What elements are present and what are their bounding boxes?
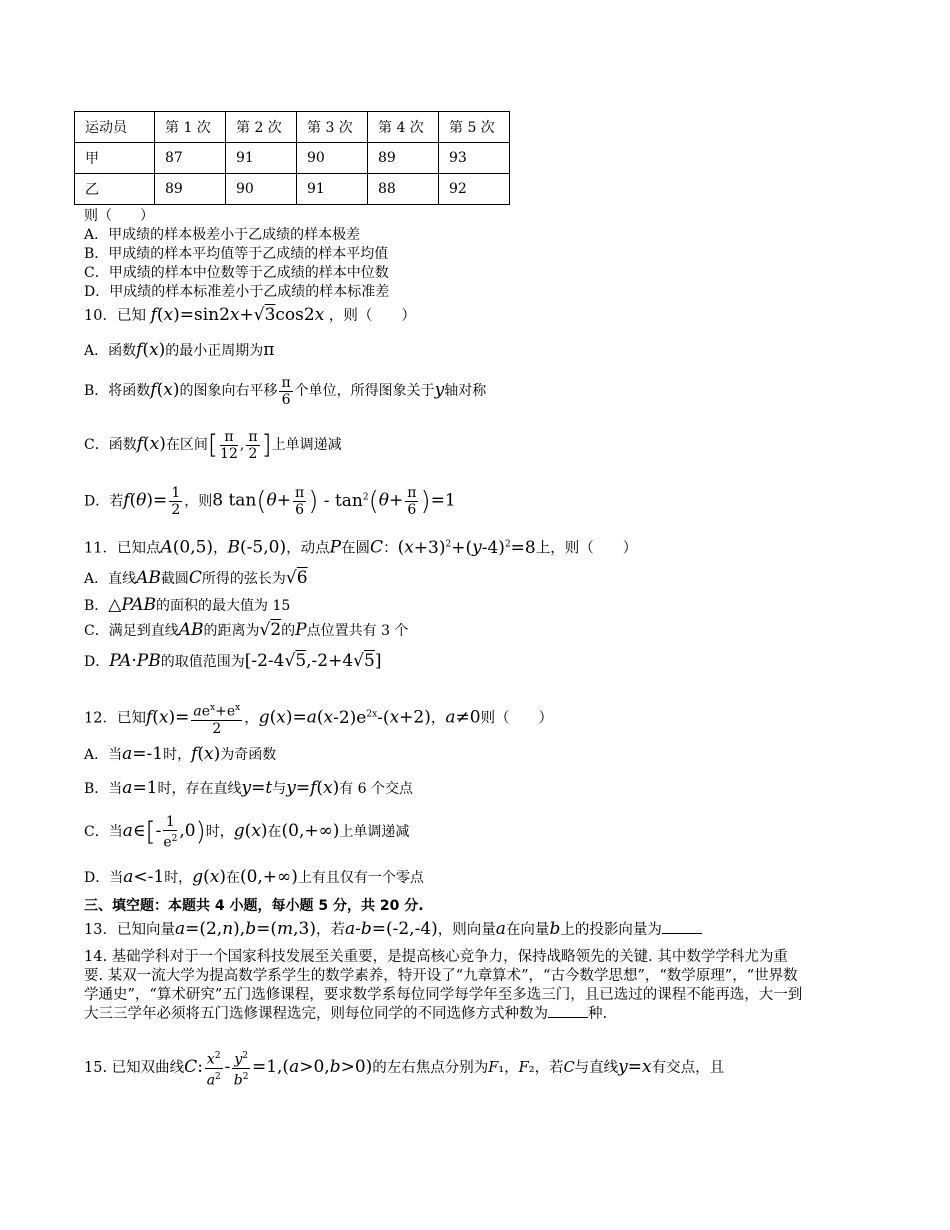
label: 在圆 [341,540,371,557]
q9-option-a: A．甲成绩的样本极差小于乙成绩的样本极差 [84,227,361,243]
label: ，则向量 [437,922,496,938]
label: C．函数 [84,437,137,453]
label: 与直线 [574,1060,619,1076]
q13-stem: 13．已知向量a=(2,n),b=(m,3)，若a-b=(-2,-4)，则向量a在向量b上的投影向量为 [84,920,702,939]
q11-stem: 11．已知点A(0,5)，B(-5,0)，动点P在圆C：$(x+3)^2+(y-4)^2=8$上，则（ ） [84,537,638,558]
q12-option-d: D．当a<-1时，g(x)在(0,+∞)上有且仅有一个零点 [84,867,424,887]
label: 所得的弦长为 [201,571,286,587]
label: ，若 [534,1060,564,1076]
label: 的左右焦点分别为 [372,1060,489,1076]
label: 11．已知点 [84,540,161,557]
label: A．当 [84,747,123,763]
answer-blank [548,1005,588,1018]
table-header-cell: 第 5 次 [439,112,510,143]
label: ，则 [184,493,213,510]
label: 的距离为 [203,623,260,639]
label: 的最小正周期为 [165,343,264,359]
label: 的 [281,623,296,639]
label: C．当 [84,824,123,840]
table-cell: 91 [297,174,368,205]
q11-option-d: D．PA·PB的取值范围为[-2-4√5,-2+4√5] [84,651,382,671]
label: D．若 [84,493,124,510]
label: A．函数 [84,343,137,359]
label: 有交点，且 [651,1060,725,1076]
q10-option-a: A．函数f(x)的最小正周期为π [84,340,275,360]
table-header-cell: 第 2 次 [226,112,297,143]
label: D．当 [84,870,124,886]
label: 时，存在直线 [157,781,242,797]
label: 的取值范围为 [160,654,245,670]
table-cell: 87 [155,143,226,174]
q10-post: ，则（ ） [328,308,416,324]
label: 上单调递减 [339,824,410,840]
label: 13．已知向量 [84,922,175,938]
label: 15. 已知双曲线 [84,1060,185,1076]
label: 与 [272,781,287,797]
q11-option-b: B．△PAB的面积的最大值为 15 [84,595,291,615]
q10-pre: 10．已知 [84,308,146,324]
label: 点位置共有 3 个 [306,623,409,639]
table-cell: 89 [368,143,439,174]
table-header-cell: 第 4 次 [368,112,439,143]
table-header-cell: 第 3 次 [297,112,368,143]
table-cell: 90 [226,174,297,205]
table-cell: 乙 [75,174,155,205]
label: C．满足到直线 [84,623,179,639]
table-row [75,143,510,174]
label: 上单调递减 [271,437,342,453]
q14-stem [84,948,804,1024]
table-header-cell: 运动员 [75,112,155,143]
q9-option-d: D．甲成绩的样本标准差小于乙成绩的样本标准差 [84,284,390,300]
label: 为奇函数 [220,747,277,763]
label: ，若 [315,922,345,938]
label: 上的投影向量为 [560,922,662,938]
label: 上，则（ ） [535,540,638,557]
label: 14. 基础学科对于一个国家科技发展至关重要，是提高核心竞争力，保持战略领先的关键. 其中数学学科尤为重要. 某双一流大学为提高数学系学生的数学素养，特开设了“九章算术”，“古今数学思想”，“数学原理”，“世界数学通史”，“算术研究”五门选修课程，要求数学系每位同学每学年至多选三门，且已选过的课程不能再选，大一到大三三学年必须将五门选修课程选完，则每位同学的不同选修方式种数为 [84,949,803,1022]
label: 在向量 [505,922,550,938]
section-heading: 三、填空题：本题共 4 小题，每小题 5 分，共 20 分. [84,898,424,914]
label: 上有且仅有一个零点 [297,870,424,886]
q12-option-a: A．当a=-1时，f(x)为奇函数 [84,744,277,764]
q10-option-d: D．若f(θ)= $\frac{1}{2}$ ，则8 tan(θ+ $\frac{\pi}{6}$ ) - $\tan^2(\theta+$ $\frac{\pi}{6}$ )=1 [84,485,456,519]
label: 个单位，所得图象关于 [294,383,435,399]
table-cell: 89 [155,174,226,205]
q11-option-a: A．直线AB截圆C所得的弦长为√6 [84,568,308,588]
q11-option-c: C．满足到直线AB的距离为√2的P点位置共有 3 个 [84,620,409,640]
q9-option-b: B．甲成绩的样本平均值等于乙成绩的样本平均值 [84,246,389,262]
formula: f [150,305,157,325]
q12-option-c: C．当a∈[- $\frac{1}{e^2}$ ,0)时，g(x)在(0,+∞)上单调递减 [84,813,410,851]
label: 轴对称 [444,383,487,399]
score-table [74,111,510,205]
label: ，动点 [286,540,330,557]
q10-stem: 10．已知 f(x)=sin2x+√3cos2x ，则（ ） [84,305,416,325]
label: 在 [225,870,240,886]
table-header-row [75,112,510,143]
q10-option-b: B．将函数f(x)的图象向右平移 $\frac{\pi}{6}$ 个单位，所得图象关于y轴对称 [84,374,487,408]
label: 截圆 [160,571,189,587]
table-header-cell: 第 1 次 [155,112,226,143]
q12-stem: 12．已知f(x)= $\frac{ae^x+e^x}{2}$ ，$g(x)=a(x-2)e^{2x}-(x+2)$，a≠0则（ ） [84,698,553,737]
q15-stem: 15. 已知双曲线C: $\frac{x^2}{a^2}$ - $\frac{y^2}{b^2}$ =1,(a>0,b>0)的左右焦点分别为F₁，F₂，若C与直线y=x有交点，且 [84,1047,724,1088]
label: 时， [205,824,234,840]
table-row [75,174,510,205]
label: B．当 [84,781,123,797]
label: B．将函数 [84,383,151,399]
table-cell: 92 [439,174,510,205]
label: 则（ ） [480,710,554,727]
table-cell: 甲 [75,143,155,174]
label: 时， [164,870,193,886]
q9-option-c: C．甲成绩的样本中位数等于乙成绩的样本中位数 [84,265,389,281]
table-cell: 93 [439,143,510,174]
label: 在 [267,824,282,840]
label: 的面积的最大值为 15 [156,598,291,614]
label: 在区间 [165,437,208,453]
q9-stem: 则（ ） [84,208,154,224]
table-cell: 91 [226,143,297,174]
table-cell: 88 [368,174,439,205]
label: 种. [588,1006,608,1022]
label: 的图象向右平移 [179,383,278,399]
label: 时， [163,747,192,763]
answer-blank [662,921,702,934]
label: 有 6 个交点 [339,781,414,797]
label: A．直线 [84,571,137,587]
table-cell: 90 [297,143,368,174]
q12-option-b: B．当a=1时，存在直线y=t与y=f(x)有 6 个交点 [84,778,414,798]
q10-option-c: C．函数f(x)在区间[ $\frac{\pi}{12}$ , $\frac{\pi}{2}$ ]上单调递减 [84,428,342,462]
